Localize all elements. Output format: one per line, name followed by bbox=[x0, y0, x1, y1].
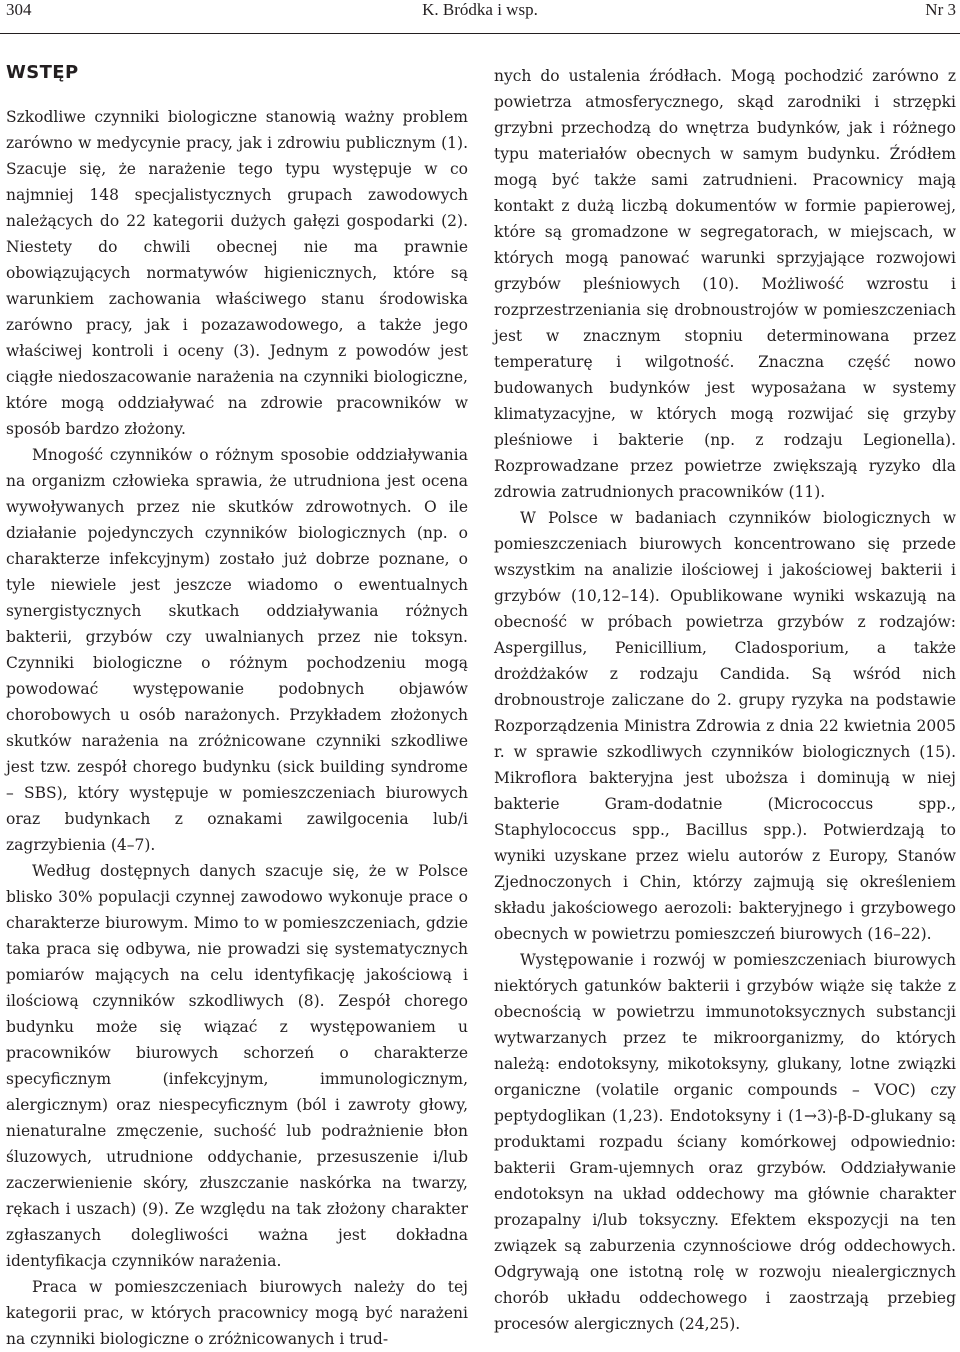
running-title: K. Bródka i wsp. bbox=[422, 0, 538, 19]
issue-number: Nr 3 bbox=[925, 0, 956, 19]
paragraph: Mnogość czynników o różnym sposobie oddziaływania na organizm człowieka sprawia, że utrudniona jest ocena wywoływanych przez nie skutków zdrowotnych. O ile działanie pojedynczych czynników biologicznych (np. o charakterze infekcyjnym) zostało już dobrze poznane, o tyle niewiele jest jeszcze wiadomo o ewentualnych synergistycznych skutkach oddziaływania różnych bakterii, grzybów czy uwalnianych przez nie toksyn. Czynniki biologiczne o różnym pochodzeniu mogą powodować występowanie podobnych objawów chorobowych u osób narażonych. Przykładem złożonych skutków narażenia na zróżnicowane czynniki szkodliwe jest tzw. zespół chorego budynku (sick building syndrome – SBS), który występuje w pomieszczeniach biurowych oraz budynkach z oznakami zawilgocenia lub/i zagrzybienia (4–7). bbox=[6, 446, 468, 854]
paragraph: nych do ustalenia źródłach. Mogą pochodzić zarówno z powietrza atmosferycznego, skąd zarodniki i strzępki grzybni przechodzą do wnętrza budynków, jak i różnego typu materiałów obecnych w samym budynku. Źródłem mogą być także sami zatrudnieni. Pracownicy mają kontakt z dużą liczbą dokumentów w formie papierowej, które są gromadzone w segregatorach, w miejscach, w których mogą panować warunki sprzyjające rozwojowi grzybów pleśniowych (10). Możliwość wzrostu i rozprzestrzeniania się drobnoustrojów w pomieszczeniach jest w znacznym stopniu determinowana przez temperaturę i wilgotność. Znaczna część nowo budowanych budynków jest wyposażana w systemy klimatyzacyjne, w których mogą rozwijać się grzyby pleśniowe i bakterie (np. z rodzaju Legionella). Rozprowadzane przez powietrze zwiększają ryzyko dla zdrowia zatrudnionych pracowników (11). bbox=[494, 67, 956, 501]
paragraph: Występowanie i rozwój w pomieszczeniach biurowych niektórych gatunków bakterii i grzybów wiąże się także z obecnością w powietrzu immunotoksycznych substancji wytwarzanych przez te mikroorganizmy, do których należą: endotoksyny, mikotoksyny, glukany, lotne związki organiczne (volatile organic compounds – VOC) czy peptydoglikan (1,23). Endotoksyny i (1→3)-β-D-glukany są produktami rozpadu ściany komórkowej odpowiednio: bakterii Gram-ujemnych oraz grzybów. Oddziaływanie endotoksyn na układ oddechowy ma głównie charakter prozapalny i/lub toksyczny. Efektem ekspozycji na ten związek są zaburzenia czynnościowe dróg oddechowych. Odgrywają one istotną rolę w rozwoju niealergicznych chorób układu oddechowego i zaostrzają przebieg procesów alergicznych (24,25). bbox=[494, 951, 956, 1333]
right-column bbox=[494, 63, 956, 1337]
page-number: 304 bbox=[6, 0, 32, 19]
section-heading: WSTĘP bbox=[6, 62, 79, 83]
running-header bbox=[0, 0, 960, 34]
paragraph: Praca w pomieszczeniach biurowych należy do tej kategorii prac, w których pracownicy mogą być narażeni na czynniki biologiczne o zróżnicowanych i trud- bbox=[6, 1278, 468, 1348]
paragraph: Według dostępnych danych szacuje się, że w Polsce blisko 30% populacji czynnej zawodowo wykonuje prace o charakterze biurowym. Mimo to w pomieszczeniach, gdzie taka praca się odbywa, nie prowadzi się systematycznych pomiarów mających na celu identyfikację jakościową i ilościową czynników szkodliwych (8). Zespół chorego budynku może się wiązać z występowaniem u pracowników biurowych schorzeń o charakterze specyficznym (infekcyjnym, immunologicznym, alergicznym) oraz niespecyficznym (ból i zawroty głowy, nienaturalne zmęczenie, suchość lub podrażnienie błon śluzowych, utrudnione oddychanie, przesuszenie i/lub zaczerwienienie skóry, złuszczanie naskórka na twarzy, rękach i uszach) (9). Ze względu na tak złożony charakter zgłaszanych dolegliwości ważna jest dokładna identyfikacja czynników narażenia. bbox=[6, 862, 468, 1270]
left-column bbox=[6, 62, 468, 1352]
header-rule bbox=[0, 33, 960, 34]
paragraph: Szkodliwe czynniki biologiczne stanowią ważny problem zarówno w medycynie pracy, jak i zdrowiu publicznym (1). Szacuje się, że narażenie tego typu występuje w co najmniej 148 specjalistycznych grupach zawodowych należących do 22 kategorii dużych gałęzi gospodarki (2). Niestety do chwili obecnej nie ma prawnie obowiązujących normatywów higienicznych, które są warunkiem zachowania właściwego stanu środowiska zarówno pracy, jak i pozazawodowego, a także jego właściwej kontroli i oceny (3). Jednym z powodów jest ciągłe niedoszacowanie narażenia na czynniki biologiczne, które mogą oddziaływać na zdrowie pracowników w sposób bardzo złożony. bbox=[6, 108, 468, 438]
paragraph: W Polsce w badaniach czynników biologicznych w pomieszczeniach biurowych koncentrowano się przede wszystkim na analizie ilościowej i jakościowej bakterii i grzybów (10,12–14). Opublikowane wyniki wskazują na obecność w próbach powietrza grzybów z rodzajów: Aspergillus, Penicillium, Cladosporium, a także drożdżaków z rodzaju Candida. Są wśród nich drobnoustroje zaliczane do 2. grupy ryzyka na podstawie Rozporządzenia Ministra Zdrowia z dnia 22 kwietnia 2005 r. w sprawie szkodliwych czynników biologicznych (15). Mikroflora bakteryjna jest uboższa i dominują w niej bakterie Gram-dodatnie (Micrococcus spp., Staphylococcus spp., Bacillus spp.). Potwierdzają to wyniki uzyskane przez wielu autorów z Europy, Stanów Zjednoczonych i Chin, którzy zajmują się określeniem składu jakościowego aerozoli: bakteryjnego i grzybowego obecnych w powietrzu pomieszczeń biurowych (16–22). bbox=[494, 509, 956, 943]
